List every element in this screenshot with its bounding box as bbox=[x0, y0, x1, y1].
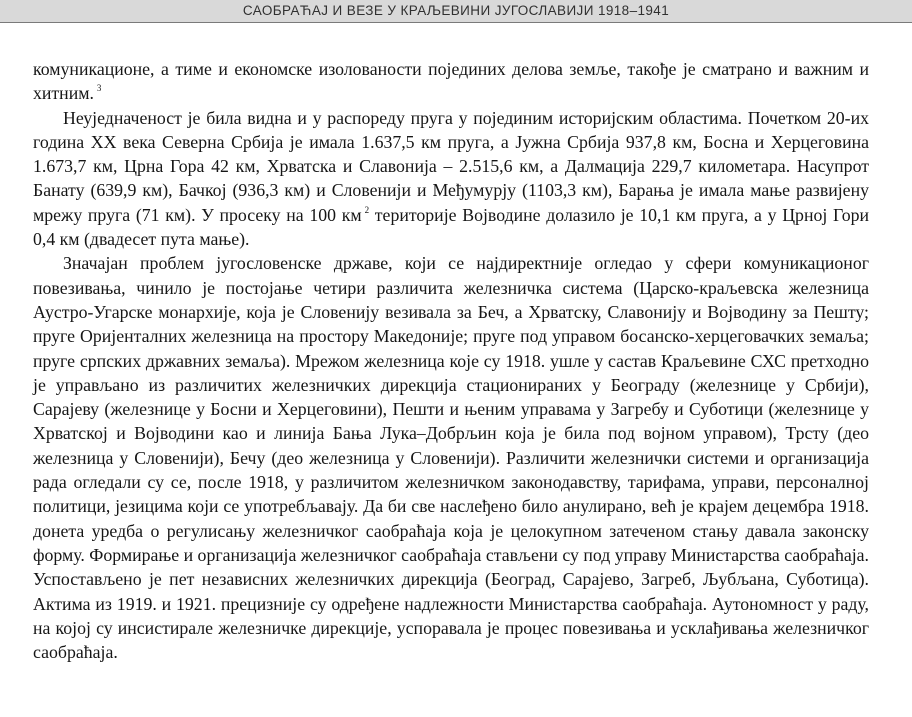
running-header bbox=[0, 0, 912, 23]
paragraph-2 bbox=[33, 106, 869, 252]
paragraph-1-text: комуникационе, а тиме и економске изолованости појединих делова земље, такође је сматрано и важним и хитним. bbox=[33, 59, 869, 104]
running-header-title: САОБРАЋАЈ И ВЕЗЕ У КРАЉЕВИНИ ЈУГОСЛАВИЈИ 1918–1941 bbox=[242, 3, 670, 18]
paragraph-3 bbox=[33, 251, 869, 664]
paragraph-2-text-before: Неуједначеност је била видна и у распореду пруга у појединим историјским областима. Почетком 20-их година XX века Северна Србија је имала 1.637,5 км пруга, а Јужна Србија 937,8 км, Босна и Херцеговина 1.673,7 км, Црна Гора 42 км, Хрватска и Славонија – 2.515,6 км, а Далмација 229,7 километара. Насупрот Банату (639,9 км), Бачкој (936,3 км) и Словенији и Међумурју (1103,3 км), Барања је имала мање развијену мрежу пруга (71 км). У просеку на 100 км bbox=[33, 107, 869, 225]
body-text bbox=[33, 57, 869, 664]
paragraph-1 bbox=[33, 57, 869, 106]
paragraph-3-text: Значајан проблем југословенске државе, који се најдиректније огледао у сфери комуникационог повезивања, чинило је постојање четири различита железничка система (Царско-краљевска железница Аустро-Угарске монархије, која је Словенију везивала за Беч, а Хрватску, Славонију и Војводину за Пешту; пруге Оријенталних железница на простору Македоније; пруге под управом босанско-херцеговачких земаља; пруге српских државних земаља). Мрежом железница које су 1918. ушле у састав Краљевине СХС претходно је управљано из различитих железничких дирекција стационираних у Београду (железнице у Србији), Сарајеву (железнице у Босни и Херцеговини), Пешти и њеним управама у Загребу и Суботици (железнице у Хрватској и Војводини као и линија Бања Лука–Добрљин која је била под војном управом), Трсту (део железница у Словенији), Бечу (део железница у Словенији). Различити железнички системи и организација рада огледали су се, после 1918, у различитом железничком законодавству, тарифама, управи, персоналној политици, језицима који се употребљавају. Да би све наслеђено било анулирано, већ је крајем децембра 1918. донета уредба о регулисању железничког саобраћаја која је целокупном затеченом стању давала законску форму. Формирање и организација железничког саобраћаја стављени су под управу Министарства саобраћаја. Успостављено је пет независних железничких дирекција (Београд, Сарајево, Загреб, Љубљана, Суботица). Актима из 1919. и 1921. прецизније су одређене надлежности Министарства саобраћаја. Аутономност у раду, на којој су инсистирале железничке дирекције, успоравала је процес повезивања и усклађивања железничког саобраћаја. bbox=[33, 253, 869, 663]
paragraph-2-text-after: територије Војводине долазило је 10,1 км пруга, а у Црној Гори 0,4 км (двадесет пута мање). bbox=[33, 204, 869, 250]
footnote-reference[interactable]: 3 bbox=[96, 83, 102, 94]
square-km-superscript: 2 bbox=[364, 204, 370, 215]
